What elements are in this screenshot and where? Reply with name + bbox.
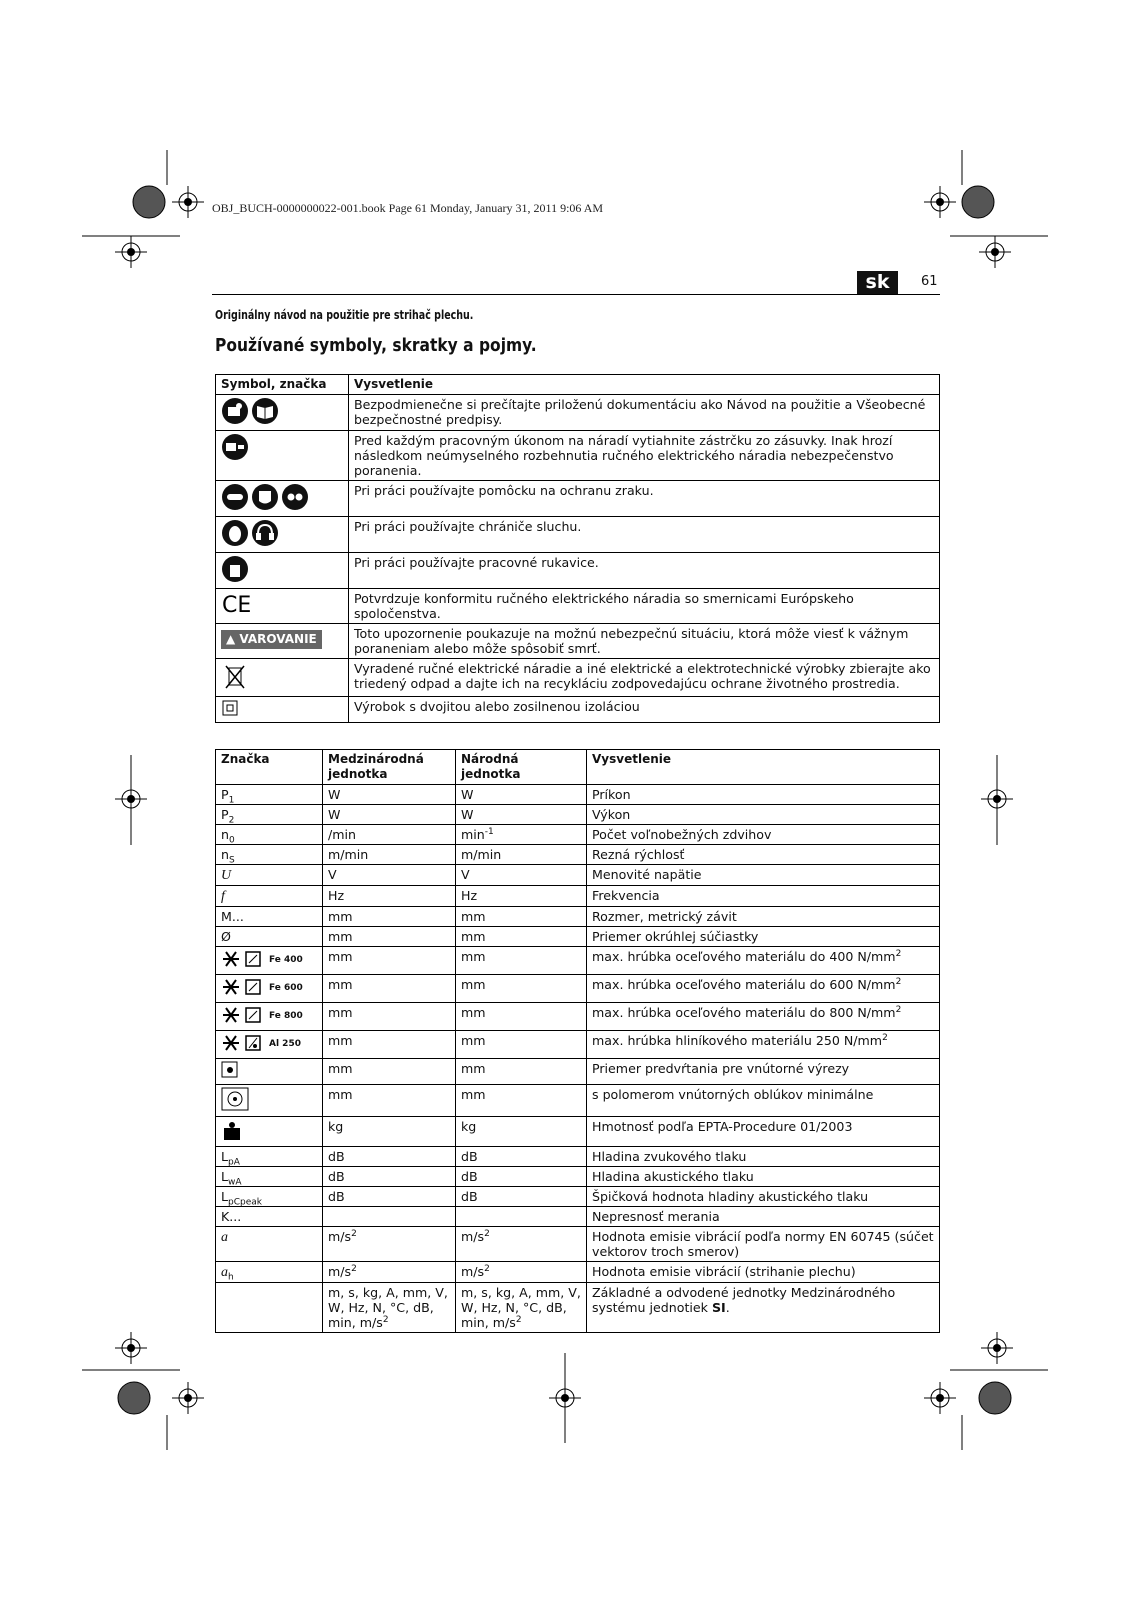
intl-unit: V: [328, 867, 337, 882]
explanation-cell: Potvrdzuje konformitu ručného elektrického náradia so smernicami Európskeho spoločenstva.: [349, 589, 940, 624]
description: s polomerom vnútorných oblúkov minimálne: [592, 1087, 874, 1102]
sign-cell: [216, 845, 323, 865]
description-cell: [587, 1085, 940, 1117]
gloves-icon: [221, 555, 249, 586]
weight-icon: [221, 1119, 243, 1144]
sign-symbol: f: [221, 889, 225, 904]
intl-unit-sup: 2: [351, 1228, 357, 1239]
sign-symbol: L: [221, 1189, 229, 1204]
intl-unit-cell: [323, 825, 456, 845]
symbol-cell: [216, 697, 349, 723]
symbol-row: [216, 697, 940, 723]
intl-unit-cell: [323, 1283, 456, 1333]
sign-symbol: n: [221, 827, 229, 842]
description: Základné a odvodené jednotky Medzinárodného systému jednotiek: [592, 1285, 896, 1315]
description: Hladina zvukového tlaku: [592, 1149, 747, 1164]
page-title: Používané symboly, skratky a pojmy.: [215, 335, 537, 356]
description-cell: [587, 947, 940, 975]
intl-unit: mm: [328, 949, 353, 964]
description-cell: [587, 1262, 940, 1283]
sign-symbol: n: [221, 847, 229, 862]
sign-symbol: P: [221, 787, 229, 802]
symbol-cell: [216, 481, 349, 517]
safety-glasses-icon: [281, 483, 309, 514]
description: Priemer predvŕtania pre vnútorné výrezy: [592, 1061, 850, 1076]
symbol-cell: [216, 659, 349, 697]
double-insulation-icon: [221, 699, 239, 720]
material-tag: Fe 800: [269, 1011, 303, 1021]
national-unit-cell: [456, 1227, 587, 1262]
sign-symbol: U: [221, 868, 232, 883]
sign-subscript: 0: [228, 835, 235, 846]
sign-cell: [216, 1283, 323, 1333]
symbol-cell: [216, 517, 349, 553]
unit-row: [216, 845, 940, 865]
sign-symbol: Ø: [221, 929, 231, 944]
description-cell: [587, 927, 940, 947]
svg-text:CE: CE: [222, 593, 252, 617]
unit-row: [216, 927, 940, 947]
description-bold: SI: [711, 1300, 726, 1315]
intl-unit-cell: [323, 1227, 456, 1262]
national-unit-cell: [456, 1283, 587, 1333]
warning-label-text: VAROVANIE: [239, 632, 317, 646]
intl-unit: mm: [328, 1061, 353, 1076]
national-unit: dB: [461, 1169, 478, 1184]
warning-label-icon: ▲ VAROVANIE: [221, 630, 322, 649]
description-cell: [587, 907, 940, 927]
intl-unit: W: [328, 807, 341, 822]
description-cell: [587, 1167, 940, 1187]
unit-row: [216, 907, 940, 927]
unit-row: [216, 1227, 940, 1262]
intl-unit: W: [328, 787, 341, 802]
unit-row: [216, 1085, 940, 1117]
national-unit: W: [461, 787, 474, 802]
description-cell: [587, 886, 940, 907]
description-cell: [587, 825, 940, 845]
sign-cell: [216, 1085, 323, 1117]
national-unit-sup: 2: [484, 1263, 490, 1274]
col-header: Vysvetlenie: [349, 375, 940, 395]
description-cell: [587, 1283, 940, 1333]
sign-cell: [216, 1031, 323, 1059]
national-unit-cell: [456, 1167, 587, 1187]
sign-cell: [216, 947, 323, 975]
intl-unit-cell: [323, 1187, 456, 1207]
national-unit-cell: [456, 785, 587, 805]
sign-subscript: pCpeak: [228, 1197, 263, 1208]
description-cell: [587, 785, 940, 805]
sign-cell: [216, 825, 323, 845]
language-badge: sk: [857, 271, 898, 294]
sign-subscript: wA: [228, 1177, 242, 1188]
registration-wheel-icon: [962, 186, 994, 218]
intl-unit-cell: [323, 907, 456, 927]
face-shield-icon: [251, 483, 279, 514]
intl-unit-cell: [323, 1117, 456, 1147]
description: Hmotnosť podľa EPTA-Procedure 01/2003: [592, 1119, 853, 1134]
national-unit-cell: [456, 1147, 587, 1167]
description: max. hrúbka hliníkového materiálu 250 N/mm: [592, 1033, 883, 1048]
description: Menovité napätie: [592, 867, 702, 882]
col-header: Medzinárodná jednotka: [323, 750, 456, 785]
national-unit: Hz: [461, 888, 478, 903]
explanation-cell: Výrobok s dvojitou alebo zosilnenou izoláciou: [349, 697, 940, 723]
unit-row: [216, 1117, 940, 1147]
intl-unit-cell: [323, 947, 456, 975]
national-unit: W: [461, 807, 474, 822]
national-unit-sup: 2: [515, 1314, 522, 1325]
symbol-cell: [216, 553, 349, 589]
unit-row: [216, 865, 940, 886]
intl-unit: mm: [328, 1033, 353, 1048]
national-unit: mm: [461, 929, 486, 944]
intl-unit-cell: [323, 927, 456, 947]
description: max. hrúbka oceľového materiálu do 800 N/mm: [592, 1005, 896, 1020]
col-header: Značka: [216, 750, 323, 785]
symbol-row: [216, 589, 940, 624]
sign-subscript: S: [228, 855, 235, 866]
unit-row: [216, 1262, 940, 1283]
intl-unit-cell: [323, 1167, 456, 1187]
registration-wheel-icon: [118, 1382, 150, 1414]
national-unit: mm: [461, 977, 486, 992]
national-unit: mm: [461, 1005, 486, 1020]
sign-symbol: a: [221, 1230, 228, 1245]
national-unit-cell: [456, 1003, 587, 1031]
page-number: 61: [921, 274, 938, 289]
registration-wheel-icon: [133, 186, 165, 218]
sign-cell: [216, 785, 323, 805]
description: Hladina akustického tlaku: [592, 1169, 754, 1184]
symbol-row: [216, 553, 940, 589]
national-unit: mm: [461, 1087, 486, 1102]
description: max. hrúbka oceľového materiálu do 400 N/mm: [592, 949, 896, 964]
national-unit-cell: [456, 907, 587, 927]
description-end: .: [725, 1300, 730, 1315]
intl-unit-cell: [323, 1262, 456, 1283]
national-unit: min: [461, 827, 485, 842]
material-tag: Al 250: [269, 1039, 301, 1049]
explanation-cell: Toto upozornenie poukazuje na možnú nebezpečnú situáciu, ktorá môže viesť k vážnym poraneniam alebo môže spôsobiť smrť.: [349, 624, 940, 659]
weee-bin-icon: [221, 661, 249, 694]
sign-cell: [216, 1207, 323, 1227]
intl-unit-cell: [323, 865, 456, 886]
description: max. hrúbka oceľového materiálu do 600 N/mm: [592, 977, 896, 992]
national-unit: kg: [461, 1119, 477, 1134]
national-unit-cell: [456, 825, 587, 845]
national-unit: mm: [461, 1033, 486, 1048]
sign-cell: [216, 1187, 323, 1207]
description-sup: 2: [895, 1004, 902, 1015]
symbol-row: [216, 659, 940, 697]
symbol-row: [216, 431, 940, 481]
intl-unit: dB: [328, 1189, 345, 1204]
intl-unit-cell: [323, 1147, 456, 1167]
intl-unit-cell: [323, 1003, 456, 1031]
ce-mark-icon: [221, 591, 255, 620]
sign-cell: [216, 886, 323, 907]
intl-unit: m/s: [328, 1264, 352, 1279]
unplug-icon: [221, 433, 249, 464]
intl-unit-cell: [323, 1059, 456, 1085]
description: Frekvencia: [592, 888, 660, 903]
explanation-cell: Bezpodmienečne si prečítajte priloženú dokumentáciu ako Návod na použitie a Všeobecné bezpečnostné predpisy.: [349, 395, 940, 431]
description: Počet voľnobežných zdvihov: [592, 827, 772, 842]
description-cell: [587, 1187, 940, 1207]
description-sup: 2: [895, 948, 902, 959]
material-tag: Fe 600: [269, 983, 303, 993]
national-unit-cell: [456, 1207, 587, 1227]
national-unit: dB: [461, 1189, 478, 1204]
intl-unit-cell: [323, 805, 456, 825]
sign-cell: [216, 1262, 323, 1283]
national-unit: m, s, kg, A, mm, V, W, Hz, N, °C, dB, min, m/s: [461, 1285, 581, 1330]
units-table-header: [216, 750, 940, 785]
intl-unit-sup: 2: [351, 1263, 357, 1274]
national-unit-sup: 2: [484, 1228, 490, 1239]
national-unit-cell: [456, 845, 587, 865]
national-unit: dB: [461, 1149, 478, 1164]
explanation-cell: Pri práci používajte pracovné rukavice.: [349, 553, 940, 589]
intl-unit: mm: [328, 1005, 353, 1020]
sign-cell: [216, 865, 323, 886]
unit-row: [216, 1147, 940, 1167]
intl-unit: /min: [328, 827, 356, 842]
symbol-row: [216, 517, 940, 553]
intl-unit-sup: 2: [382, 1314, 389, 1325]
unit-row: [216, 1059, 940, 1085]
explanation-cell: Pred každým pracovným úkonom na náradí vytiahnite zástrčku zo zásuvky. Inak hrozí následkom neúmyselného rozbehnutia ručného elektrického náradia nebezpečenstvo poranenia.: [349, 431, 940, 481]
national-unit-cell: [456, 947, 587, 975]
description: Príkon: [592, 787, 631, 802]
unit-row: [216, 1003, 940, 1031]
intl-unit-cell: [323, 845, 456, 865]
description: Rezná rýchlosť: [592, 847, 685, 862]
read-manual-icon: [221, 397, 249, 428]
national-unit: m/min: [461, 847, 502, 862]
description-cell: [587, 1031, 940, 1059]
national-unit-cell: [456, 1031, 587, 1059]
cut-steel-icon: [221, 977, 265, 1000]
national-unit: mm: [461, 909, 486, 924]
intl-unit: dB: [328, 1149, 345, 1164]
description: Rozmer, metrický závit: [592, 909, 737, 924]
sign-cell: [216, 975, 323, 1003]
cut-steel-icon: [221, 949, 265, 972]
national-unit-cell: [456, 1117, 587, 1147]
sign-cell: [216, 927, 323, 947]
description-cell: [587, 1207, 940, 1227]
symbol-cell: [216, 624, 349, 659]
symbol-row: [216, 624, 940, 659]
pre-drill-icon: [221, 1061, 239, 1082]
national-unit-cell: [456, 1187, 587, 1207]
unit-row: [216, 805, 940, 825]
description: Špičková hodnota hladiny akustického tlaku: [592, 1189, 869, 1204]
intl-unit: kg: [328, 1119, 344, 1134]
description: Výkon: [592, 807, 631, 822]
col-header: Symbol, značka: [216, 375, 349, 395]
cut-aluminium-icon: [221, 1033, 265, 1056]
description-sup: 2: [895, 976, 902, 987]
intl-unit-cell: [323, 1085, 456, 1117]
intl-unit: m/min: [328, 847, 369, 862]
unit-row: [216, 785, 940, 805]
description: Priemer okrúhlej súčiastky: [592, 929, 759, 944]
description-cell: [587, 1147, 940, 1167]
description-cell: [587, 975, 940, 1003]
symbols-table: [215, 374, 940, 723]
description: Hodnota emisie vibrácií (strihanie plechu): [592, 1264, 856, 1279]
sign-symbol: K...: [221, 1209, 242, 1224]
cut-steel-icon: [221, 1005, 265, 1028]
unit-row: [216, 1031, 940, 1059]
sign-cell: [216, 1117, 323, 1147]
national-unit-cell: [456, 975, 587, 1003]
intl-unit: m/s: [328, 1229, 352, 1244]
intl-unit: Hz: [328, 888, 345, 903]
national-unit-cell: [456, 1262, 587, 1283]
sign-cell: [216, 907, 323, 927]
sign-subscript: h: [228, 1272, 234, 1283]
sign-subscript: 2: [228, 815, 235, 826]
national-unit-cell: [456, 865, 587, 886]
explanation-cell: Pri práci používajte chrániče sluchu.: [349, 517, 940, 553]
description: Nepresnosť merania: [592, 1209, 720, 1224]
col-header: Národná jednotka: [456, 750, 587, 785]
national-unit-cell: [456, 927, 587, 947]
symbol-cell: [216, 589, 349, 624]
sign-symbol: M...: [221, 909, 244, 924]
unit-row: [216, 1187, 940, 1207]
sign-symbol: L: [221, 1169, 229, 1184]
material-tag: Fe 400: [269, 955, 303, 965]
national-unit-cell: [456, 1085, 587, 1117]
sign-cell: [216, 1059, 323, 1085]
intl-unit-cell: [323, 785, 456, 805]
sign-subscript: pA: [228, 1157, 240, 1168]
book-header: OBJ_BUCH-0000000022-001.book Page 61 Monday, January 31, 2011 9:06 AM: [212, 201, 604, 215]
description-sup: 2: [882, 1032, 888, 1043]
sign-cell: [216, 1227, 323, 1262]
col-header: Vysvetlenie: [587, 750, 940, 785]
inner-radius-icon: [221, 1087, 249, 1114]
explanation-cell: Pri práci používajte pomôcku na ochranu zraku.: [349, 481, 940, 517]
national-unit: mm: [461, 949, 486, 964]
description-cell: [587, 845, 940, 865]
symbols-table-header: [216, 375, 940, 395]
unit-row: [216, 1167, 940, 1187]
intl-unit-cell: [323, 1207, 456, 1227]
explanation-cell: Vyradené ručné elektrické náradie a iné elektrické a elektrotechnické výrobky zbierajte ako triedený odpad a dajte ich na recykláciu zodpovedajúcu ochrane životného prostredia.: [349, 659, 940, 697]
sign-symbol: a: [221, 1265, 228, 1280]
registration-wheel-icon: [979, 1382, 1011, 1414]
description-cell: [587, 1003, 940, 1031]
sign-cell: [216, 1167, 323, 1187]
intl-unit-cell: [323, 975, 456, 1003]
national-unit-sup: -1: [484, 826, 494, 837]
description-cell: [587, 865, 940, 886]
goggles-icon: [221, 483, 249, 514]
intl-unit: mm: [328, 1087, 353, 1102]
sign-cell: [216, 805, 323, 825]
unit-row: [216, 825, 940, 845]
sign-symbol: L: [221, 1149, 229, 1164]
ear-protection-icon: [221, 519, 249, 550]
unit-row: [216, 886, 940, 907]
intl-unit: dB: [328, 1169, 345, 1184]
unit-row: [216, 947, 940, 975]
national-unit-cell: [456, 805, 587, 825]
national-unit: m/s: [461, 1264, 485, 1279]
subtitle: Originálny návod na použitie pre strihač plechu.: [215, 308, 474, 322]
national-unit-cell: [456, 886, 587, 907]
description-cell: [587, 1117, 940, 1147]
header-rule: [212, 294, 940, 295]
sign-cell: [216, 1003, 323, 1031]
intl-unit-cell: [323, 1031, 456, 1059]
book-icon: [251, 397, 279, 428]
symbol-cell: [216, 431, 349, 481]
description-cell: [587, 1059, 940, 1085]
unit-row: [216, 975, 940, 1003]
national-unit: V: [461, 867, 470, 882]
national-unit: mm: [461, 1061, 486, 1076]
symbol-row: [216, 395, 940, 431]
description-cell: [587, 805, 940, 825]
intl-unit: mm: [328, 977, 353, 992]
intl-unit: m, s, kg, A, mm, V, W, Hz, N, °C, dB, min, m/s: [328, 1285, 448, 1330]
intl-unit-cell: [323, 886, 456, 907]
ear-muffs-icon: [251, 519, 279, 550]
symbol-row: [216, 481, 940, 517]
description: Hodnota emisie vibrácií podľa normy EN 60745 (súčet vektorov troch smerov): [592, 1229, 934, 1259]
unit-row: [216, 1283, 940, 1333]
units-table: [215, 749, 940, 1333]
national-unit-cell: [456, 1059, 587, 1085]
intl-unit: mm: [328, 929, 353, 944]
intl-unit: mm: [328, 909, 353, 924]
symbol-cell: [216, 395, 349, 431]
sign-symbol: P: [221, 807, 229, 822]
sign-subscript: 1: [228, 795, 235, 806]
description-cell: [587, 1227, 940, 1262]
unit-row: [216, 1207, 940, 1227]
sign-cell: [216, 1147, 323, 1167]
national-unit: m/s: [461, 1229, 485, 1244]
